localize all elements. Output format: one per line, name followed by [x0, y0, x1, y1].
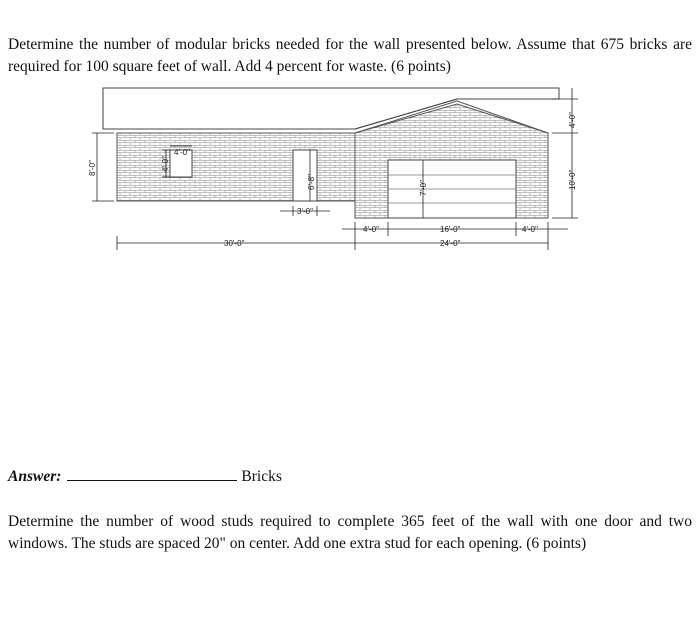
dim-gable-height: 4'-0" — [568, 112, 577, 128]
garage-door-opening — [388, 160, 516, 218]
dim-garage-door-width: 16'-0" — [440, 225, 461, 234]
answer-blank[interactable] — [67, 466, 237, 481]
answer-label: Answer: — [8, 468, 62, 485]
dim-window-height: 4'-0" — [161, 156, 170, 172]
dim-garage-wall-length: 24'-0" — [440, 239, 461, 248]
dim-door-height: 6'-8" — [307, 174, 316, 190]
dim-door-width: 3'-0" — [297, 207, 313, 216]
dim-pier-left: 4'-0" — [363, 225, 379, 234]
dim-window-width: 4'-0" — [174, 148, 190, 157]
answer-unit: Bricks — [241, 468, 282, 485]
question-1-text: Determine the number of modular bricks needed for the wall presented below. Assume that 675 bricks are required for 100 square feet of wall. Add 4 percent for waste. (6 points) — [8, 36, 692, 75]
dim-garage-wall-height: 10'-0" — [568, 169, 577, 190]
question-2-text: Determine the number of wood studs required to complete 365 feet of the wall with one door and two windows. The studs are spaced 20" on center. Add one extra stud for each opening. (6 points) — [8, 513, 692, 552]
answer-row — [8, 466, 282, 486]
dim-garage-door-height: 7'-0" — [419, 180, 428, 196]
left-brick-wall — [117, 133, 355, 201]
dim-pier-right: 4'-0" — [522, 225, 538, 234]
dim-left-wall-length: 30'-0" — [224, 239, 245, 248]
dim-wall-height: 8'-0" — [88, 160, 97, 176]
